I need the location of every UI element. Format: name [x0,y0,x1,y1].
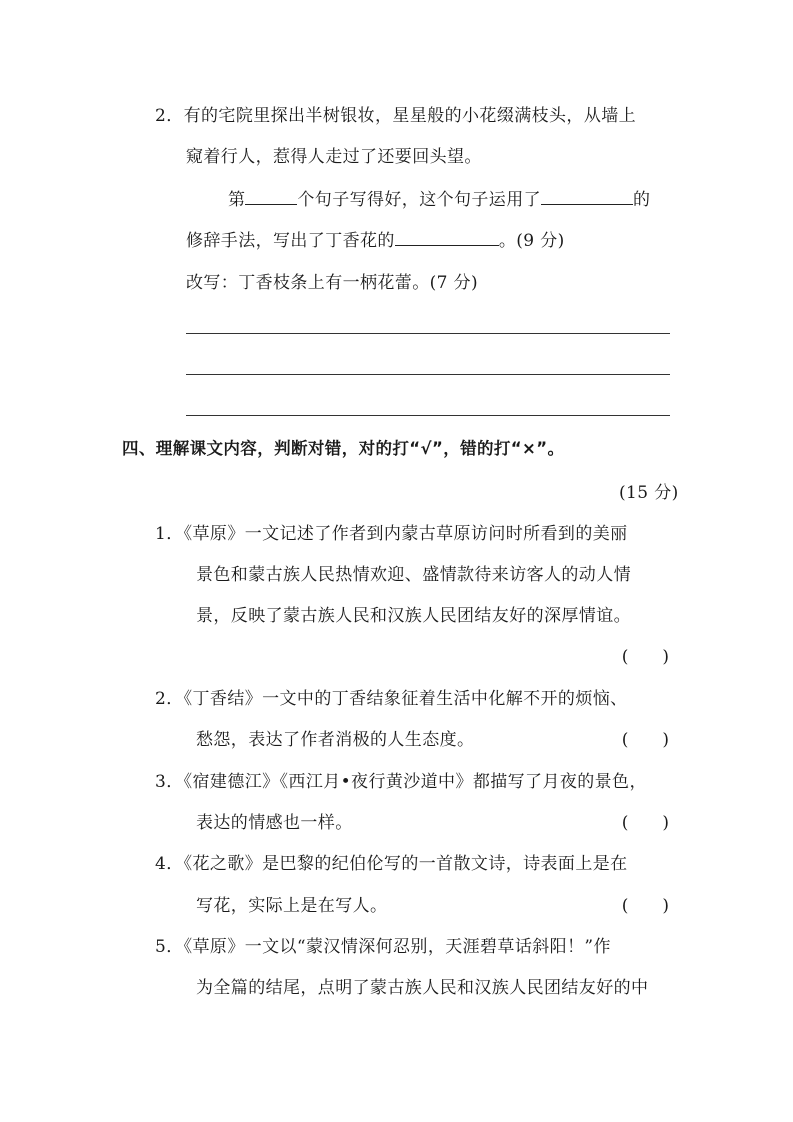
item-4-line-2: 写花，实际上是在写人。 [196,896,388,916]
item-2-answer-paren[interactable]: ( ) [621,730,669,750]
analysis-text-5: 。(9 分) [498,231,565,251]
item-3-number: 3． [155,772,184,792]
item-5-line-1 [155,935,611,959]
q2-sentence-line1 [155,104,636,128]
item-5-number: 5． [155,937,184,957]
item-1-text-1: 《草原》一文记述了作者到内蒙古草原访问时所看到的美丽 [183,524,628,544]
section4-heading: 四、理解课文内容，判断对错，对的打“√”，错的打“×”。 [122,439,565,458]
item-2-line-1 [155,687,628,711]
q2-number: 2． [155,106,184,126]
item-4-line-1 [155,852,628,876]
item-4-text-1: 《花之歌》是巴黎的纪伯伦写的一首散文诗，诗表面上是在 [183,854,628,874]
item-5-text-1: 《草原》一文以“蒙汉情深何忍别，天涯碧草话斜阳！”作 [183,937,611,957]
blank-rhetoric[interactable] [541,188,633,205]
item-5-line-2: 为全篇的结尾，点明了蒙古族人民和汉族人民团结友好的中 [196,978,649,998]
item-1-number: 1． [155,524,184,544]
item-3-line-2: 表达的情感也一样。 [196,813,353,833]
analysis-text-2: 个句子写得好，这个句子运用了 [297,190,542,210]
item-3-text-1: 《宿建德江》《西江月•夜行黄沙道中》都描写了月夜的景色， [183,772,647,792]
q2-analysis-line2 [186,229,565,253]
analysis-text-1: 第 [228,190,246,210]
analysis-text-3: 的 [633,190,651,210]
item-3-line-1 [155,770,647,794]
section4-score: (15 分) [619,483,679,503]
answer-line-1[interactable] [186,333,670,334]
item-1-answer-paren[interactable]: ( ) [621,647,669,667]
blank-flower-trait[interactable] [395,229,499,246]
q2-rewrite-prompt: 改写：丁香枝条上有一柄花蕾。(7 分) [186,273,479,293]
item-2-text-1: 《丁香结》一文中的丁香结象征着生活中化解不开的烦恼、 [183,689,628,709]
q2-text-1: 有的宅院里探出半树银妆，星星般的小花缀满枝头，从墙上 [183,106,637,126]
item-1-line-1 [155,522,628,546]
blank-sentence-number[interactable] [245,188,297,205]
item-4-answer-paren[interactable]: ( ) [621,896,669,916]
answer-line-2[interactable] [186,374,670,375]
answer-line-3[interactable] [186,415,670,416]
q2-analysis-line1 [228,188,650,212]
item-2-line-2: 愁怨，表达了作者消极的人生态度。 [196,730,475,750]
analysis-text-4: 修辞手法，写出了丁香花的 [186,231,395,251]
item-2-number: 2． [155,689,184,709]
item-4-number: 4． [155,854,184,874]
q2-sentence-line2: 窥着行人，惹得人走过了还要回头望。 [186,147,482,167]
item-1-line-2: 景色和蒙古族人民热情欢迎、盛情款待来访客人的动人情 [196,565,631,585]
item-1-line-3: 景，反映了蒙古族人民和汉族人民团结友好的深厚情谊。 [196,606,631,626]
item-3-answer-paren[interactable]: ( ) [621,813,669,833]
